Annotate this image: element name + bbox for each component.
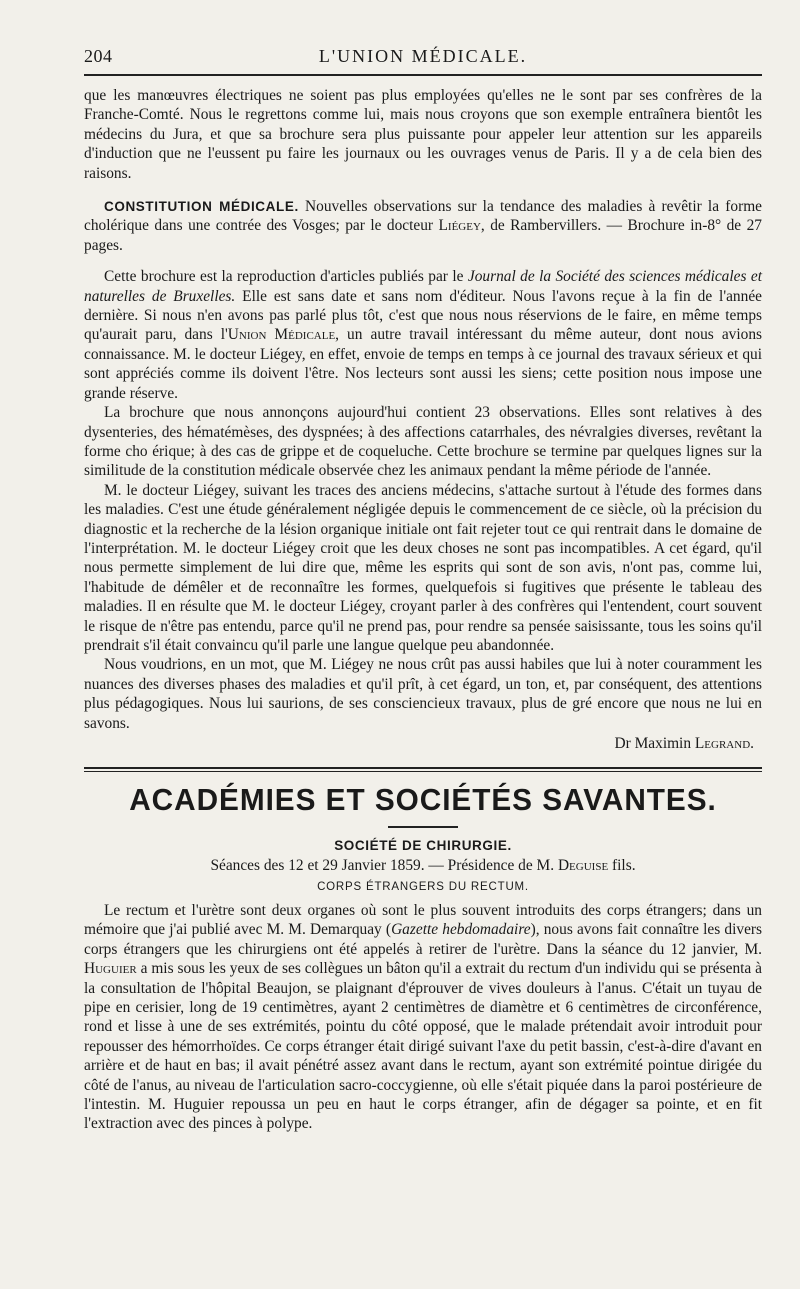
sessions-suffix: fils. [612,857,636,874]
review-paragraph-3: M. le docteur Liégey, suivant les traces des anciens médecins, s'attache surtout à l'étude des formes dans les maladies. C'est une étude généralement négligée depuis le commencement de ce siècle, où la précision du diagnostic et la recherche de la lésion organique initiale ont fait rejeter tout ce qui rentrait dans le domaine de l'interprétation. M. le docteur Liégey croit que les deux choses ne sont pas incompatibles. A cet égard, qu'il nous permette simplement de lui dire que, même les esprits qui sont de son avis, n'ont pas, comme lui, l'habitude de démêler et de reconnaître les formes, quelquefois si fugitives que présente le tableau des maladies. Il en résulte que M. le docteur Liégey, croyant parler à des confrères qui l'entendent, court souvent le risque de n'être pas entendu, parce qu'il ne prend pas, pour rendre sa pensée saisissante, tous les soins qu'il prendrait s'il était convaincu qu'il parle une langue quelque peu abandonnée. [84,481,762,654]
review-author: Liégey [438,217,481,235]
academies-body-c: a mis sous les yeux de ses collègues un bâton qu'il a extrait du rectum d'un individu qui se présenta à la consultation de l'hôpital Beaujon, se plaignant d'éprouver de vives douleurs à l'anus. C'était un tuyau de pipe en cerisier, long de 19 centimètres, ayant 2 centimètres de diamètre et 6 centimètres de circonférence, rond et lisse à une de ses extrémités, pointu du côté opposé, que le malade prétendait avoir introduit pour repousser des hémorrhoïdes. Ce corps étranger était dirigé suivant l'axe du petit bassin, c'est-à-dire d'avant en arrière et de haut en bas; il avait pénétré assez avant dans le rectum, ayant son extrémité pointue dirigée du côté de l'anus, au niveau de l'articulation sacro-coccygienne, où elle s'était piquée dans la paroi postérieure de l'intestin. M. Huguier repoussa un peu en haut le corps étranger, afin de dégager sa pointe, et en fit l'extraction avec des pinces à polype. [84,960,762,1133]
sessions-text: Séances des 12 et 29 Janvier 1859. — Présidence de M. [210,857,555,874]
review-paragraph-2: La brochure que nous annonçons aujourd'hui contient 23 observations. Elles sont relatives à des dysenteries, des hématémèses, des dyspnées; à des affections catarrhales, des névralgies diverses, revêtant la forme cho érique; à des cas de grippe et de coqueluche. Cette brochure se termine par quelques lignes sur la similitude de la constitution médicale observée chez les animaux pendant la même période de l'année. [84,404,762,480]
title-rule [388,826,458,828]
section-title: ACADÉMIES ET SOCIÉTÉS SAVANTES. [129,782,717,817]
sessions-line [84,857,762,875]
academies-body-a: Le rectum et l'urètre sont deux organes où sont le plus souvent introduits des corps étrangers; dans un mémoire que j'ai publié avec M. M. Demarquay ( [84,902,762,939]
review-p1-c: , un autre travail intéressant du même auteur, dont nous avions connaissance. M. le docteur Liégey, en effet, envoie de temps en temps à ce journal des travaux sérieux et qui sont appréciés comme ils doivent l'être. Nos lecteurs sont aussi les siens; cette position nous impose une grande réserve. [84,326,763,402]
huguier-name: Huguier [84,960,137,978]
review-paragraph-1 [84,267,762,403]
signature-name: Legrand. [694,735,754,752]
review-heading: CONSTITUTION MÉDICALE. [104,199,299,215]
section-divider [84,767,762,772]
review-paragraph-4: Nous voudrions, en un mot, que M. Liégey ne nous crût pas aussi habiles que lui à noter couramment les nuances des diverses phases des maladies et qu'il prît, à cet égard, un ton, et, par conséquent, des attentions plus pédagogiques. Nous lui saurions, de ses consciencieux travaux, plus de gré encore que nous ne lui en savons. [84,656,762,732]
journal-title: L'UNION MÉDICALE. [318,46,528,66]
review-p1-a: Cette brochure est la reproduction d'articles publiés par le [104,268,464,286]
academies-body-b: ), nous avons fait connaître les divers corps étrangers que les chirurgiens ont été appelés à retirer de l'urètre. Dans la séance du 12 janvier, M. [84,921,763,958]
review-opening-paragraph: que les manœuvres électriques ne soient pas plus employées qu'elles ne le sont par ses confrères de la Franche-Comté. Nous le regrettons comme lui, mais nous croyons que son exemple entraînera bientôt les médecins du Jura, et que sa brochure sera plus puissante pour appeler leur attention sur les appareils d'induction que ne l'eussent pu faire les journaux ou les ouvrages venus de Paris. Il y a de cela bien des raisons. [84,87,762,182]
review-heading-paragraph [84,197,762,255]
signature-prefix: Dr Maximin [614,735,692,752]
review-union-medicale: Union Médicale [227,326,336,344]
review-heading-text-2: , de Rambervillers. — Brochure in-8° de 27 pages. [84,217,762,254]
review-p1-b: Elle est sans date et sans nom d'éditeur. Nous l'avons reçue à la fin de l'année dernière. Si nous n'en avons pas parlé plus tôt, c'est que nous nous réservions de le faire, en même temps qu'aurait paru, dans l' [84,287,762,344]
running-head [84,44,762,76]
society-heading: SOCIÉTÉ DE CHIRURGIE. [334,838,512,853]
topic-heading: CORPS ÉTRANGERS DU RECTUM. [317,881,529,893]
review-heading-text-1: Nouvelles observations sur la tendance des maladies à revêtir la forme cholérique dans une contrée des Vosges; par le docteur [84,198,762,235]
review-journal-name: Journal de la Société des sciences médicales et naturelles de Bruxelles. [84,268,762,305]
signature [84,735,754,753]
gazette-name: Gazette hebdomadaire [391,921,531,939]
academies-paragraph [84,901,762,1134]
page-number: 204 [84,46,113,66]
president-name: Deguise [557,857,609,874]
